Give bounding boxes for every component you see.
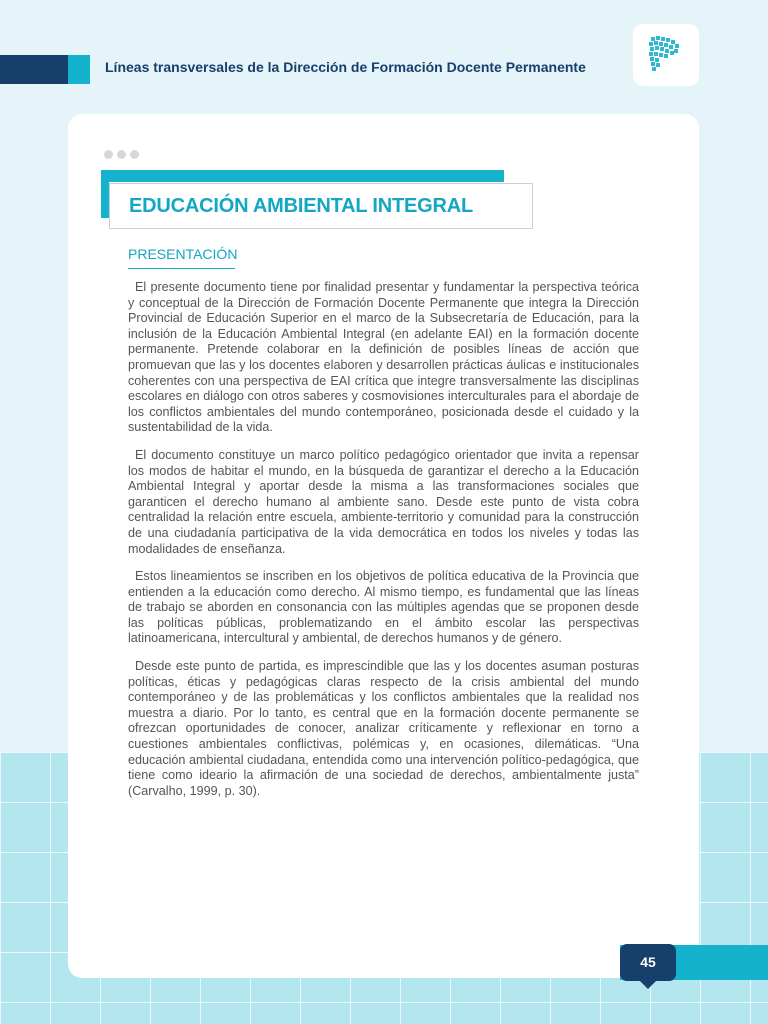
header-bar-cyan [68, 55, 90, 84]
header-bar-navy [0, 55, 68, 84]
section-subtitle: PRESENTACIÓN [128, 246, 235, 269]
title-accent-side [101, 170, 109, 218]
province-map-logo-icon [647, 35, 683, 75]
section-title-box [109, 183, 533, 229]
logo-badge [633, 24, 699, 86]
paragraph: El documento constituye un marco político pedagógico orientador que invita a repensar los modos de habitar el mundo, en la búsqueda de garantizar el derecho a la Educación Ambiental Integral y aportar desde la misma a las transformaciones sociales que garanticen el derecho humano al ambiente sano. Desde este punto de vista cobra centralidad la relación entre escuela, ambiente-territorio y comunidad para la construcción de una ciudadanía participativa de la vida democrática en todos los niveles y todas las modalidades de enseñanza. [128, 447, 639, 556]
title-accent-bar [101, 170, 504, 182]
section-title: EDUCACIÓN AMBIENTAL INTEGRAL [129, 195, 474, 217]
decorative-dots [104, 146, 143, 164]
running-header-title: Líneas transversales de la Dirección de Formación Docente Permanente [105, 59, 586, 75]
paragraph: Estos lineamientos se inscriben en los objetivos de política educativa de la Provincia que entienden a la educación como derecho. Al mismo tiempo, es fundamental que las líneas de trabajo se aborden en consonancia con las múltiples agendas que se proponen desde las políticas públicas, problematizando en el ámbito escolar las perspectivas latinoamericana, intercultural y ambiental, de derechos humanos y de género. [128, 569, 639, 646]
paragraph: El presente documento tiene por finalidad presentar y fundamentar la perspectiva teórica y conceptual de la Dirección de Formación Docente Permanente que integra la Dirección Provincial de Educación Superior en el marco de la Subsecretaría de Educación, para la inclusión de la Educación Ambiental Integral (en adelante EAI) en la formación docente permanente. Pretende colaborar en la definición de posibles líneas de acción que promuevan que las y los docentes elaboren y desarrollen prácticas áulicas e institucionales coherentes con una perspectiva de EAI crítica que integre transversalmente las disciplinas escolares en diálogo con otros saberes y cosmovisiones interculturales para el abordaje de los conflictos ambientales del mundo contemporáneo, posicionada desde el cuidado y la sustentabilidad de la vida. [128, 280, 639, 435]
page-number: 45 [620, 944, 676, 981]
body-text [128, 280, 639, 811]
paragraph: Desde este punto de partida, es imprescindible que las y los docentes asuman posturas políticas, éticas y pedagógicas claras respecto de la crisis ambiental del mundo contemporáneo y de las problemáticas y los conflictos ambientales que la realidad nos muestra a diario. Por lo tanto, es central que en la formación docente permanente se ofrezcan oportunidades de conocer, analizar críticamente y reflexionar en torno a cuestiones ambientales conflictivas, polémicas y, en ocasiones, dilemáticas. “Una educación ambiental ciudadana, entendida como una intervención político-pedagógica, que tiene como ideario la afirmación de una sociedad de derechos, ambientalmente justa” (Carvalho, 1999, p. 30). [128, 659, 639, 798]
